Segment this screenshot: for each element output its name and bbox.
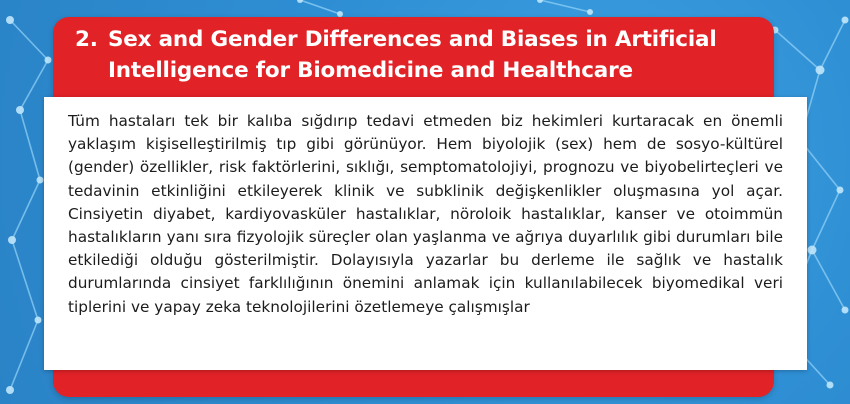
section-title-line1: Sex and Gender Differences and Biases in Artificial (108, 27, 717, 52)
section-title (75, 24, 755, 86)
section-title-line2: Intelligence for Biomedicine and Healthcare (108, 58, 633, 83)
body-paragraph: Tüm hastaları tek bir kalıba sığdırıp tedavi etmeden biz hekimleri kurtaracak en önemli yaklaşım kişiselleştirilmiş tıp gibi görünüyor. Hem biyolojik (sex) hem de sosyo-kültürel (gender) özellikler, risk faktörlerini, sıklığı, semptomatolojiyi, prognozu ve biyobelirteçleri ve tedavinin etkinliğini etkileyerek klinik ve subklinik değişkenlikler oluşmasına yol açar. Cinsiyetin diyabet, kardiyovasküler hastalıklar, nöroloik hastalıklar, kanser ve otoimmün hastalıkların yanı sıra fizyolojik süreçler olan yaşlanma ve ağrıya duyarlılık gibi durumları bile etkilediği olduğu gösterilmiştir. Dolayısıyla yazarlar bu derleme ile sağlık ve hastalık durumlarında cinsiyet farklılığının önemini anlamak için kullanılabilecek biyomedikal veri tiplerini ve yapay zeka teknolojilerini özetlemeye çalışmışlar (68, 112, 783, 316)
content-panel (44, 97, 807, 370)
section-number: 2. (75, 27, 98, 52)
